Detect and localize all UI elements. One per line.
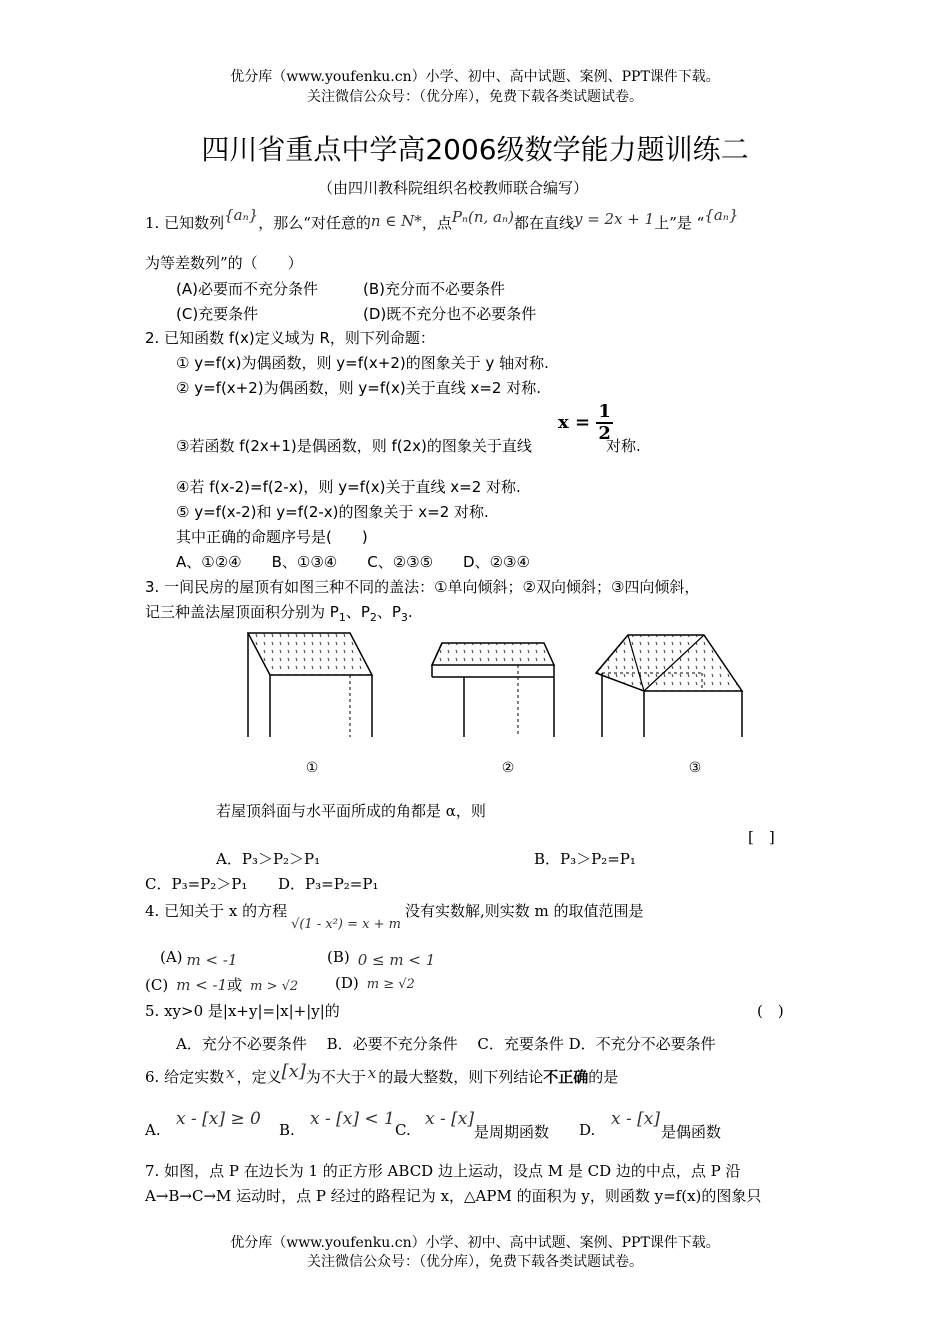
q6-text: ，定义 — [236, 1068, 282, 1086]
q6-option-b: B. — [279, 1121, 295, 1139]
page-title: 四川省重点中学高2006级数学能力题训练二 — [201, 133, 749, 166]
q6-option-d-text: 是偶函数 — [661, 1123, 722, 1141]
roof-figure-label-2: ② — [501, 760, 515, 776]
q6-option-c: C. — [395, 1121, 411, 1139]
q4-option-a — [160, 948, 238, 969]
q6-option-a-math — [176, 1109, 261, 1129]
q2-statement-3: ③若函数 f(2x+1)是偶函数，则 f(2x)的图象关于直线 — [176, 437, 532, 455]
q2-statement-2: ② y=f(x+2)为偶函数，则 y=f(x)关于直线 x=2 对称. — [176, 379, 542, 397]
q6-option-c-text: 是周期函数 — [474, 1123, 550, 1141]
q6-text: 6. 给定实数 — [145, 1068, 225, 1086]
q4-label: (C) — [145, 976, 169, 994]
q6-option-c-math — [425, 1109, 474, 1129]
q3-option-a: A．P₃＞P₂＞P₁ — [216, 850, 321, 868]
q4-text: 没有实数解,则实数 m 的取值范围是 — [404, 902, 644, 920]
q1-option-b: (B)充分而不必要条件 — [363, 280, 505, 298]
q1-option-d: (D)既不充分也不必要条件 — [363, 305, 537, 323]
q4-math: m ≥ √2 — [366, 977, 415, 992]
q1-seq: {aₙ} — [224, 206, 259, 224]
question-6-stem — [145, 1061, 619, 1087]
q6-math: x — [367, 1064, 377, 1082]
roof-figure-label-3: ③ — [688, 760, 702, 776]
q6-emphasis: 不正确 — [543, 1068, 589, 1086]
q3-text: . — [407, 603, 413, 621]
q4-text: 或 — [227, 976, 243, 994]
q1-option-a: (A)必要而不充分条件 — [176, 280, 318, 298]
question-3-line-2: 记三种盖法屋顶面积分别为 $P_1$、$P_2$、$P_3$. — [145, 603, 413, 624]
q1-seq2: {aₙ} — [704, 206, 739, 224]
q4-equation: √(1 - x²) = x + m — [291, 917, 401, 932]
question-7-line-1: 7. 如图，点 P 在边长为 1 的正方形 ABCD 边上运动，设点 M 是 CD 边的中点，点 P 沿 — [145, 1162, 741, 1180]
question-7-line-2: A→B→C→M 运动时，点 P 经过的路程记为 x，△APM 的面积为 y，则函数 y=f(x)的图象只 — [145, 1187, 762, 1205]
q3-note: 若屋顶斜面与水平面所成的角都是 α，则 — [216, 802, 486, 820]
q4-math: 0 ≤ m < 1 — [357, 951, 436, 969]
q6-text: 的是 — [588, 1068, 619, 1086]
q4-option-b — [327, 948, 436, 969]
q6-text: 的最大整数，则下列结论 — [378, 1068, 544, 1086]
footer-line-1: 优分库（www.youfenku.cn）小学、初中、高中试题、案例、PPT课件下载。 — [230, 1235, 720, 1251]
q3-text: 、P — [376, 603, 401, 621]
q6-math: x — [226, 1064, 235, 1082]
q5-bracket: ( ) — [757, 1002, 784, 1020]
q4-text: 4. 已知关于 x 的方程 — [145, 902, 288, 920]
q1-text: ，点 — [421, 214, 452, 232]
question-1-line-1 — [145, 206, 739, 233]
q6-math: x - [x] ≥ 0 — [176, 1109, 261, 1129]
q1-option-c: (C)充要条件 — [176, 305, 259, 323]
header-line-2: 关注微信公众号：（优分库），免费下载各类试题试卷。 — [307, 89, 643, 105]
question-4-line-1 — [145, 900, 644, 932]
q5-options: A．充分不必要条件 B．必要不充分条件 C．充要条件 D．不充分不必要条件 — [176, 1035, 716, 1053]
q1-text: ，那么“对任意的 — [258, 214, 371, 232]
q3-option-b: B．P₃＞P₂=P₁ — [534, 850, 636, 868]
footer-line-2: 关注微信公众号：（优分库），免费下载各类试题试卷。 — [307, 1254, 643, 1270]
question-1-line-2: 为等差数列”的（ ） — [145, 254, 303, 272]
q6-option-d-math — [611, 1109, 660, 1129]
roof-figure-label-1: ① — [305, 760, 319, 776]
page-subtitle: （由四川教科院组织名校教师联合编写） — [318, 179, 589, 197]
q4-label: (D) — [335, 974, 359, 992]
header-line-1: 优分库（www.youfenku.cn）小学、初中、高中试题、案例、PPT课件下载。 — [230, 69, 720, 85]
q4-math: m < -1 — [176, 976, 228, 994]
q6-option-b-math — [310, 1109, 395, 1129]
q2-ask: 其中正确的命题序号是( ) — [176, 528, 368, 546]
q3-option-d: D．P₃=P₂=P₁ — [278, 875, 379, 893]
q4-option-c — [145, 974, 298, 995]
q3-text: 、P — [345, 603, 370, 621]
q4-option-d — [335, 974, 415, 992]
q1-text: 1. 已知数列 — [145, 214, 225, 232]
q2-statement-1: ① y=f(x)为偶函数，则 y=f(x+2)的图象关于 y 轴对称. — [176, 354, 549, 372]
q1-text: 上”是 “ — [654, 214, 705, 232]
q3-text: 记三种盖法屋顶面积分别为 P — [145, 603, 339, 621]
q4-math: m > √2 — [250, 979, 299, 994]
q6-math: x - [x] < 1 — [310, 1109, 395, 1129]
q1-text: 都在直线 — [513, 214, 574, 232]
q3-option-c: C．P₃=P₂＞P₁ — [145, 875, 248, 893]
q6-math: x - [x] — [611, 1109, 660, 1129]
q1-point: Pₙ(n, aₙ) — [451, 208, 514, 226]
question-2-stem: 2. 已知函数 f(x)定义域为 R，则下列命题： — [145, 329, 435, 347]
q3-bracket: [ ] — [748, 828, 775, 846]
q6-math: [x] — [281, 1061, 306, 1082]
q2-fraction-den: 2 — [598, 423, 611, 444]
roof-figure-1 — [248, 633, 372, 737]
q2-statement-4: ④若 f(x-2)=f(2-x)，则 y=f(x)关于直线 x=2 对称. — [176, 478, 521, 496]
q6-text: 为不大于 — [305, 1068, 366, 1086]
q6-math: x - [x] — [425, 1109, 474, 1129]
q2-fraction-num: 1 — [598, 401, 611, 422]
q4-label: (B) — [327, 948, 350, 966]
q6-option-d: D. — [579, 1121, 596, 1139]
q4-math: m < -1 — [186, 951, 238, 969]
q2-fraction — [558, 402, 613, 444]
q6-option-a: A. — [145, 1121, 161, 1139]
roof-figure-3 — [596, 635, 742, 737]
q2-statement-5: ⑤ y=f(x-2)和 y=f(2-x)的图象关于 x=2 对称. — [176, 503, 489, 521]
roof-figure-2 — [432, 643, 554, 737]
question-3-stem: 3. 一间民房的屋顶有如图三种不同的盖法：①单向倾斜；②双向倾斜；③四向倾斜， — [145, 578, 700, 596]
q1-cond: n ∈ N* — [370, 212, 422, 230]
roof-figures — [230, 625, 760, 785]
q2-fraction-x: x = — [558, 412, 591, 433]
q1-line: y = 2x + 1 — [573, 210, 655, 228]
q2-options: A、①②④ B、①③④ C、②③⑤ D、②③④ — [176, 553, 530, 571]
q4-label: (A) — [160, 948, 183, 966]
q2-statement-3-end: 对称. — [606, 437, 641, 455]
question-5-stem: 5. xy>0 是|x+y|=|x|+|y|的 — [145, 1002, 340, 1020]
